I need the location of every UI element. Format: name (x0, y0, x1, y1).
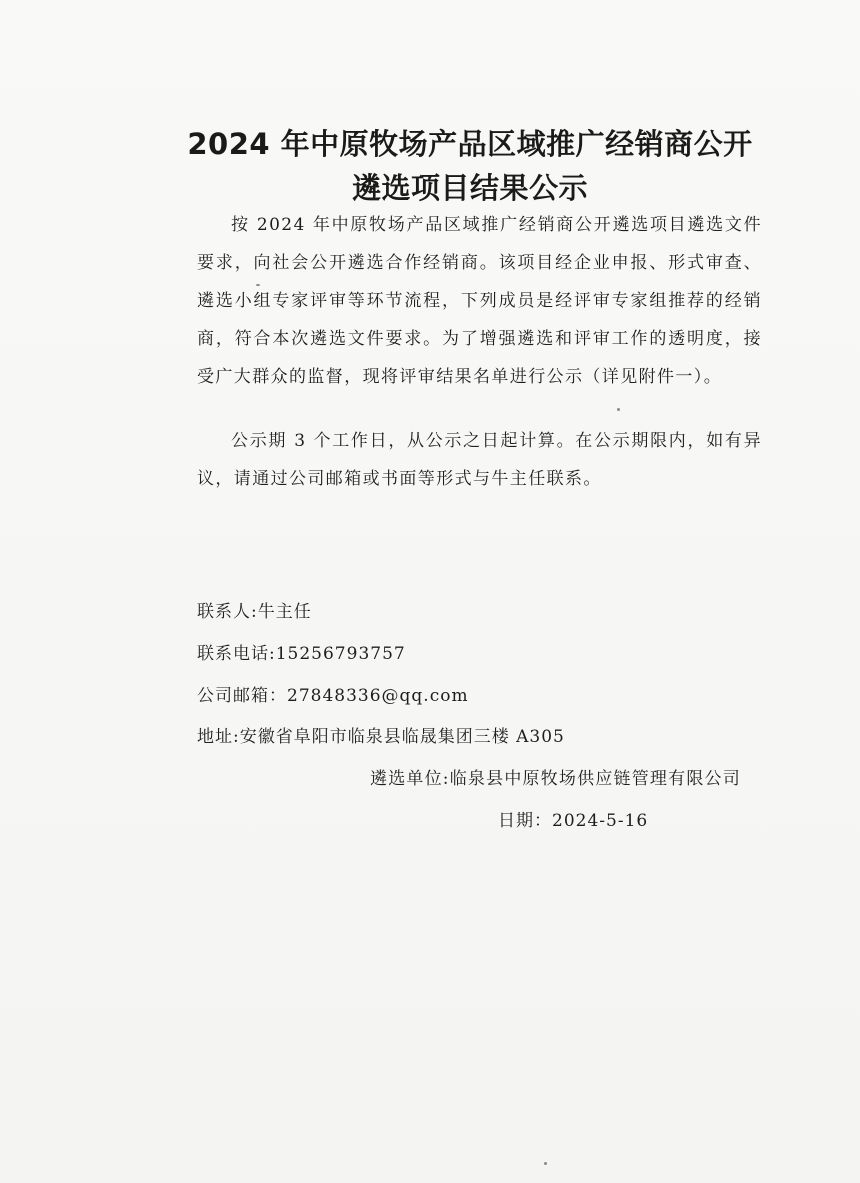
contact-email: 公司邮箱：27848336@qq.com (197, 686, 469, 706)
document-title-line-1: 2024 年中原牧场产品区域推广经销商公开 (187, 127, 753, 161)
document-date: 日期：2024-5-16 (498, 811, 649, 831)
body-paragraph-2: 公示期 3 个工作日，从公示之日起计算。在公示期限内，如有异议，请通过公司邮箱或书面等形式与牛主任联系。 (197, 431, 762, 489)
scan-speck (544, 1162, 547, 1165)
scan-speck (256, 284, 260, 286)
contact-phone: 联系电话:15256793757 (197, 644, 406, 664)
contact-address: 地址:安徽省阜阳市临泉县临晟集团三楼 A305 (197, 727, 565, 747)
document-title-line-2: 遴选项目结果公示 (351, 171, 588, 205)
contact-person: 联系人:牛主任 (197, 602, 312, 622)
selection-organization: 遴选单位:临泉县中原牧场供应链管理有限公司 (370, 769, 741, 789)
scan-speck (617, 408, 620, 411)
body-paragraph-1: 按 2024 年中原牧场产品区域推广经销商公开遴选项目遴选文件要求，向社会公开遴选合作经销商。该项目经企业申报、形式审查、遴选小组专家评审等环节流程，下列成员是经评审专家组推荐的经销商，符合本次遴选文件要求。为了增强遴选和评审工作的透明度，接受广大群众的监督，现将评审结果名单进行公示（详见附件一）。 (197, 215, 762, 387)
